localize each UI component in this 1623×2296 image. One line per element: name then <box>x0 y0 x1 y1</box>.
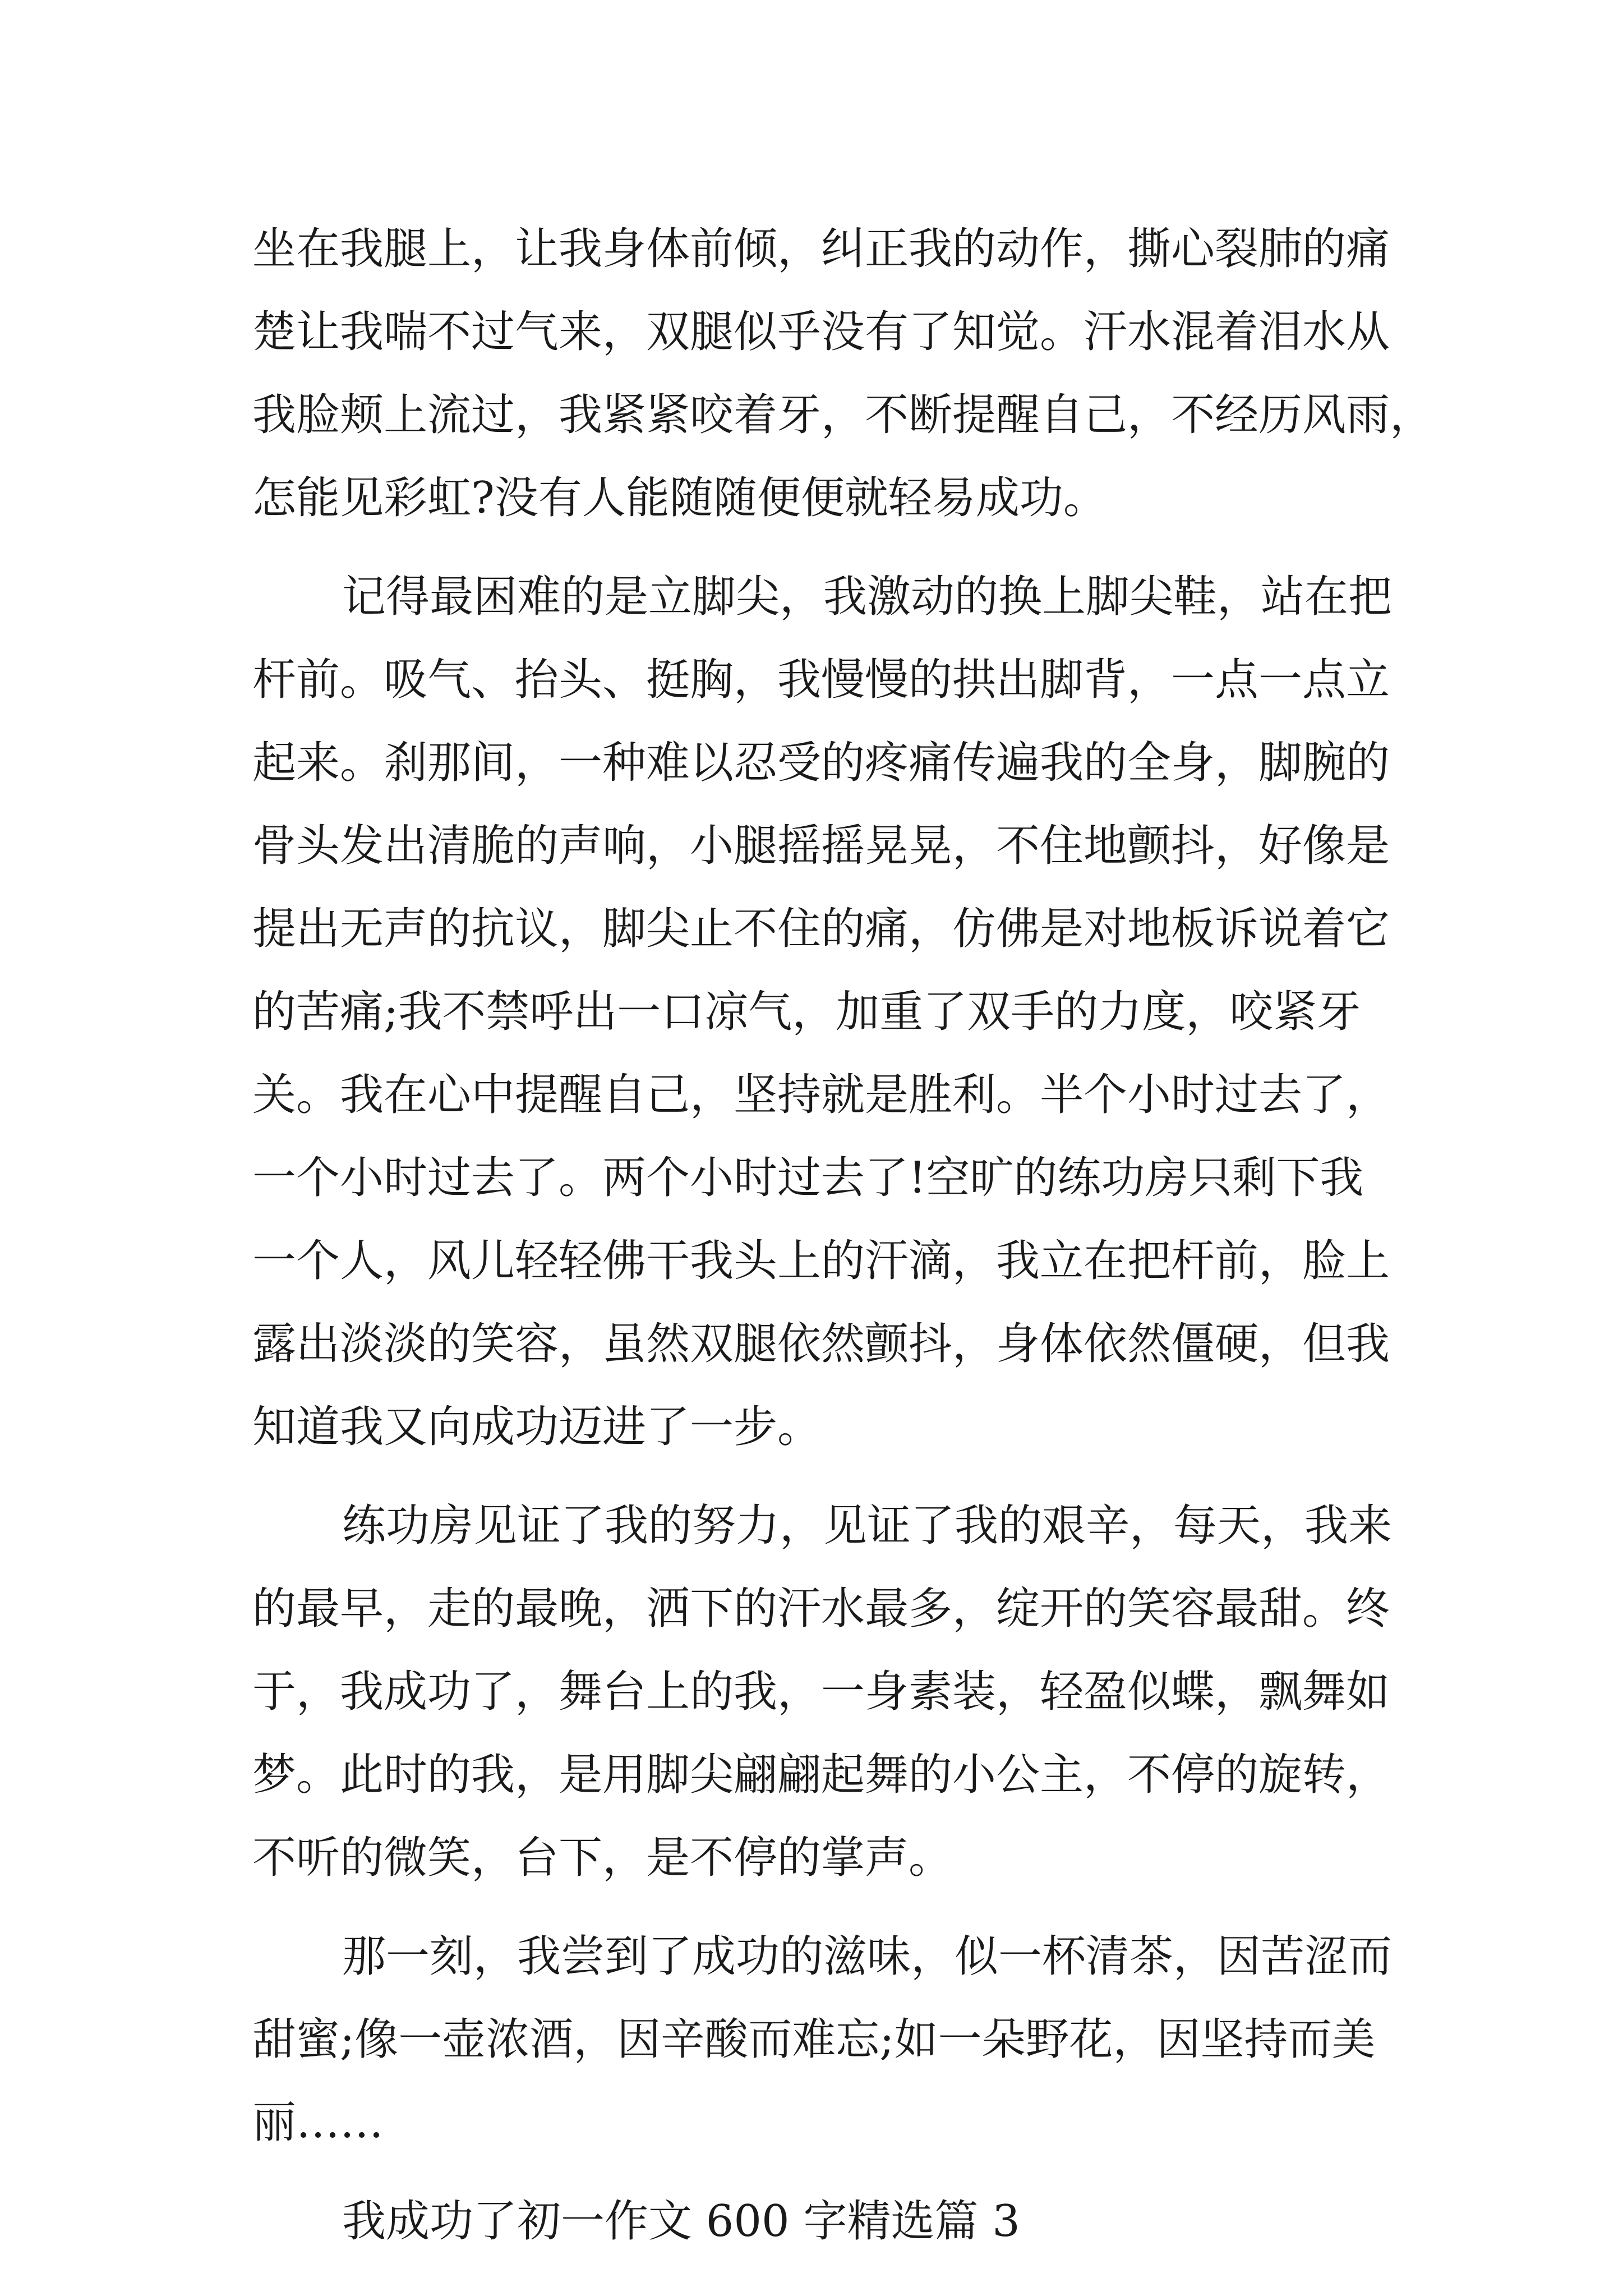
text-line: 怎能见彩虹?没有人能随随便便就轻易成功。 <box>252 473 1107 523</box>
text-line: 起来。刹那间，一种难以忍受的疼痛传遍我的全身，脚腕的 <box>252 738 1390 788</box>
text-line: 骨头发出清脆的声响，小腿摇摇晃晃，不住地颤抖，好像是 <box>252 821 1390 871</box>
text-line: 甜蜜;像一壶浓酒，因辛酸而难忘;如一朵野花，因坚持而美 <box>252 2014 1376 2065</box>
text-line: 露出淡淡的笑容，虽然双腿依然颤抖，身体依然僵硬，但我 <box>252 1319 1390 1369</box>
text-line: 一个人，风儿轻轻佛干我头上的汗滴，我立在把杆前，脸上 <box>252 1236 1390 1286</box>
document-body <box>252 208 1434 2263</box>
text-line: 楚让我喘不过气来，双腿似乎没有了知觉。汗水混着泪水从 <box>252 307 1390 357</box>
paragraph-gap <box>252 1899 1408 1915</box>
text-line: 练功房见证了我的努力，见证了我的艰辛，每天，我来 <box>342 1501 1393 1551</box>
text-line: 那一刻，我尝到了成功的滋味，似一杯清茶，因苦涩而 <box>342 1931 1393 1982</box>
text-line: 杆前。吸气、抬头、挺胸，我慢慢的拱出脚背，一点一点立 <box>252 655 1390 705</box>
paragraph-gap <box>252 540 1408 555</box>
text-line: 我脸颊上流过，我紧紧咬着牙，不断提醒自己，不经历风雨， <box>252 390 1434 440</box>
text-line: 丽…… <box>252 2097 384 2148</box>
paragraph <box>252 555 1408 1469</box>
paragraph <box>252 1915 1408 2164</box>
text-line: 记得最困难的是立脚尖，我激动的换上脚尖鞋，站在把 <box>342 572 1393 622</box>
paragraph-gap <box>252 1469 1408 1484</box>
paragraph <box>252 208 1434 540</box>
paragraph-gap <box>252 2164 1408 2180</box>
paragraph <box>252 1484 1408 1899</box>
text-line: 关。我在心中提醒自己，坚持就是胜利。半个小时过去了， <box>252 1070 1390 1120</box>
text-line: 提出无声的抗议，脚尖止不住的痛，仿佛是对地板诉说着它 <box>252 904 1390 954</box>
text-line: 不听的微笑，台下，是不停的掌声。 <box>252 1833 953 1883</box>
text-line: 知道我又向成功迈进了一步。 <box>252 1402 822 1452</box>
section-heading: 我成功了初一作文 600 字精选篇 3 <box>342 2196 1020 2247</box>
text-line: 坐在我腿上，让我身体前倾，纠正我的动作，撕心裂肺的痛 <box>252 224 1390 274</box>
text-line: 一个小时过去了。两个小时过去了!空旷的练功房只剩下我 <box>252 1153 1364 1203</box>
text-line: 的最早，走的最晚，洒下的汗水最多，绽开的笑容最甜。终 <box>252 1584 1390 1634</box>
text-line: 梦。此时的我，是用脚尖翩翩起舞的小公主，不停的旋转， <box>252 1750 1390 1800</box>
text-line: 的苦痛;我不禁呼出一口凉气，加重了双手的力度，咬紧牙 <box>252 987 1361 1037</box>
text-line: 于，我成功了，舞台上的我，一身素装，轻盈似蝶，飘舞如 <box>252 1667 1390 1717</box>
